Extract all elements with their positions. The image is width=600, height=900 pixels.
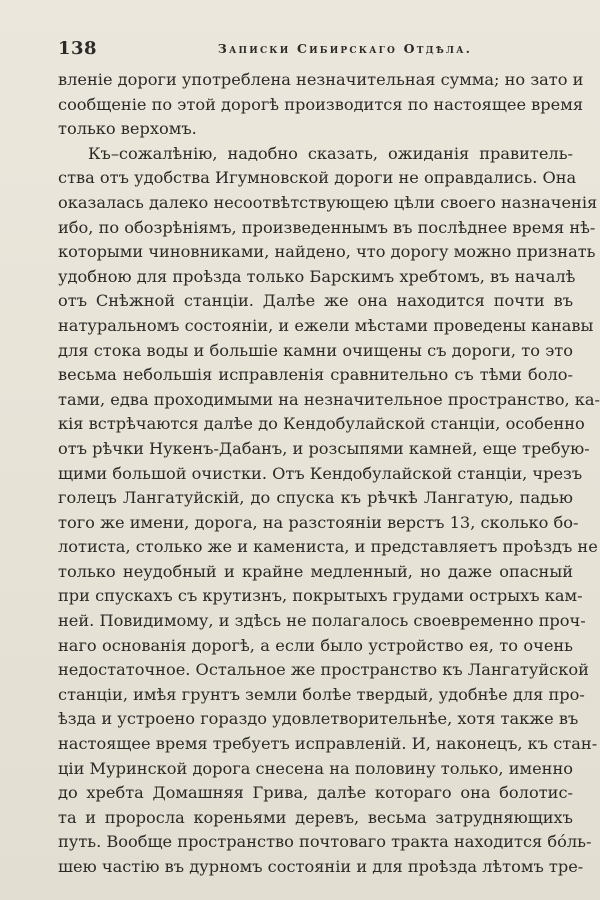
text-line: удобною для проѣзда только Барскимъ хребтомъ, въ началѣ	[58, 266, 576, 286]
text-line: Къ–сожалѣнію, надобно сказать, ожиданія правитель-	[88, 143, 573, 163]
text-line: до хребта Домашняя Грива, далѣе котораго она болотис-	[58, 783, 573, 803]
text-line: которыми чиновниками, найдено, что дорогу можно признать	[58, 242, 596, 262]
text-line: шею частію въ дурномъ состояніи и для проѣзда лѣтомъ тре-	[58, 857, 584, 876]
paragraph	[58, 68, 584, 142]
text-line: ціи Муринской дорога снесена на половину только, именно	[58, 758, 573, 778]
text-line: только неудобный и крайне медленный, но даже опасный	[58, 561, 573, 581]
text-line: того же имени, дорога, на разстояніи верстъ 13, сколько бо-	[58, 512, 579, 532]
text-line: натуральномъ состояніи, и ежели мѣстами проведены канавы	[58, 315, 594, 335]
text-line: лотиста, столько же и камениста, и представляетъ проѣздъ не	[58, 537, 598, 557]
text-line: настоящее время требуетъ исправленій. И, наконецъ, къ стан-	[58, 734, 598, 754]
text-line: недостаточное. Остальное же пространство къ Лангатуйской	[58, 660, 589, 680]
text-line: весьма небольшія исправленія сравнительно съ тѣми боло-	[58, 365, 573, 385]
text-line: та и проросла кореньями деревъ, весьма затрудняющихъ	[58, 807, 573, 827]
text-line: при спускахъ съ крутизнъ, покрытыхъ грудами острыхъ кам-	[58, 586, 583, 606]
page-number: 138	[58, 38, 98, 59]
running-head: Записки Сибирскаго Отдѣла.	[217, 41, 473, 56]
text-line: голецъ Лангатуйскій, до спуска къ рѣчкѣ Лангатую, падью	[58, 488, 573, 508]
paragraph	[58, 142, 600, 880]
text-line: путь. Вообще пространство почтоваго тракта находится бóль-	[58, 832, 592, 852]
body-text	[58, 68, 600, 880]
text-line: тами, едва проходимыми на незначительное пространство, ка-	[58, 389, 600, 409]
text-line: для стока воды и большіе камни очищены съ дороги, то это	[58, 340, 573, 360]
text-line: ѣзда и устроено гораздо удовлетворительнѣе, хотя также въ	[58, 709, 579, 729]
text-line: сообщеніе по этой дорогѣ производится по настоящее время	[58, 94, 584, 114]
text-line: ней. Повидимому, и здѣсь не полагалось своевременно проч-	[58, 611, 586, 631]
text-line: вленіе дороги употреблена незначительная сумма; но зато и	[58, 70, 584, 89]
text-line: отъ Снѣжной станціи. Далѣе же она находится почти въ	[58, 291, 573, 311]
text-line: щими большой очистки. Отъ Кендобулайской станціи, чрезъ	[58, 463, 583, 483]
text-line: наго основанія дорогѣ, а если было устройство ея, то очень	[58, 635, 573, 655]
text-line: только верхомъ.	[58, 119, 197, 139]
text-line: кія встрѣчаются далѣе до Кендобулайской станціи, особенно	[58, 414, 585, 434]
text-line: отъ рѣчки Нукенъ-Дабанъ, и розсыпями камней, еще требую-	[58, 438, 590, 458]
text-line: ства отъ удобства Игумновской дороги не оправдались. Она	[58, 168, 577, 188]
text-line: станціи, имѣя грунтъ земли болѣе твердый, удобнѣе для про-	[58, 684, 585, 704]
text-line: ибо, по обозрѣніямъ, произведеннымъ въ послѣднее время нѣ-	[58, 217, 596, 237]
page-header	[58, 38, 572, 62]
text-line: оказалась далеко несоотвѣтствующею цѣли своего назначенія	[58, 192, 598, 212]
